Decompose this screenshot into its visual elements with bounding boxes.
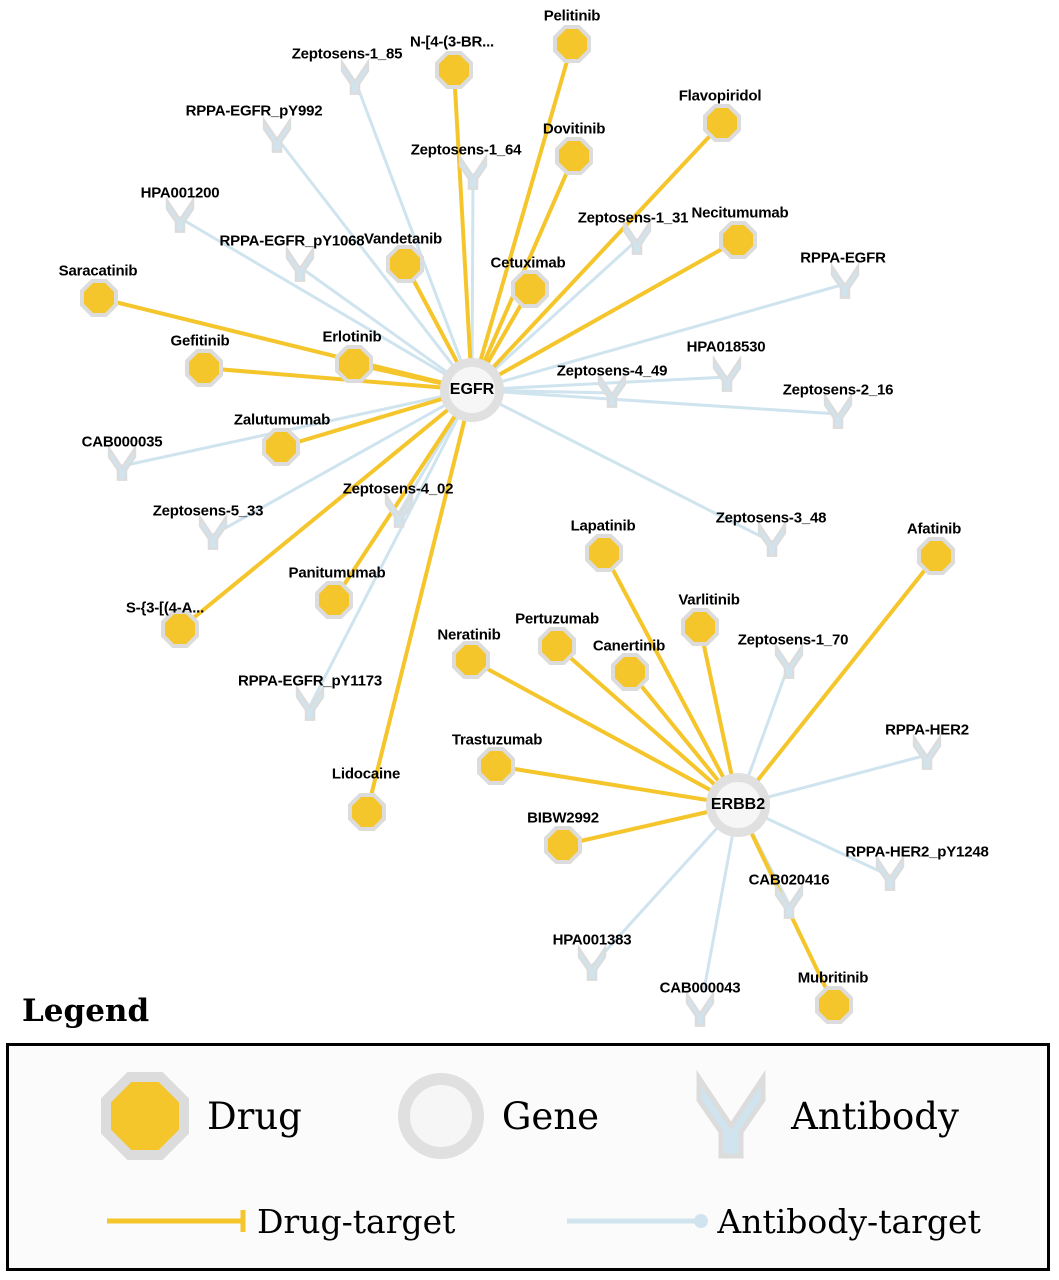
legend-gene xyxy=(398,1073,599,1159)
antibody-icon xyxy=(293,685,327,723)
antibody-label: RPPA-EGFR xyxy=(800,249,886,267)
drug-label: Pelitinib xyxy=(543,7,601,25)
legend-drug-target xyxy=(105,1202,455,1241)
antibody-node[interactable] xyxy=(828,263,862,306)
antibody-label: Zeptosens-5_33 xyxy=(152,502,264,520)
drug-node[interactable] xyxy=(538,627,576,665)
antibody-label: RPPA-HER2 xyxy=(885,721,969,739)
drug-label: Lidocaine xyxy=(331,765,401,783)
drug-label: Trastuzumab xyxy=(451,731,543,749)
antibody-label: HPA018530 xyxy=(686,338,766,356)
drug-icon xyxy=(452,641,490,679)
graph-edge xyxy=(454,70,472,390)
drug-label: Mubritinib xyxy=(797,969,869,987)
drug-label: Panitumumab xyxy=(288,564,386,582)
graph-edge xyxy=(310,390,472,706)
antibody-label: Zeptosens-2_16 xyxy=(782,381,894,399)
drug-node[interactable] xyxy=(917,537,955,575)
graph-edge xyxy=(738,556,936,805)
drug-node[interactable] xyxy=(348,793,386,831)
drug-label: S-{3-[(4-A... xyxy=(125,599,205,617)
drug-label: Gefitinib xyxy=(170,332,230,350)
legend-gene-label: Gene xyxy=(501,1094,600,1138)
drug-icon xyxy=(315,581,353,619)
antibody-node[interactable] xyxy=(821,393,855,436)
antibody-label: Zeptosens-1_85 xyxy=(291,45,403,63)
drug-label: Afatinib xyxy=(906,520,962,538)
drug-label: Cetuximab xyxy=(490,254,566,272)
antibody-label: Zeptosens-3_48 xyxy=(715,509,827,527)
drug-node[interactable] xyxy=(335,345,373,383)
drug-node[interactable] xyxy=(435,51,473,89)
legend-title: Legend xyxy=(22,993,150,1029)
antibody-node[interactable] xyxy=(873,855,907,898)
drug-node[interactable] xyxy=(585,534,623,572)
drug-icon xyxy=(80,279,118,317)
drug-icon xyxy=(553,25,591,63)
drug-label: Neratinib xyxy=(437,626,501,644)
antibody-icon xyxy=(828,263,862,301)
drug-icon xyxy=(555,137,593,175)
antibody-node[interactable] xyxy=(382,492,416,535)
antibody-node[interactable] xyxy=(283,246,317,289)
antibody-label: HPA001383 xyxy=(552,931,632,949)
antibody-icon xyxy=(710,356,744,394)
drug-icon xyxy=(681,608,719,646)
drug-node[interactable] xyxy=(703,104,741,142)
antibody-node[interactable] xyxy=(910,734,944,777)
drug-node[interactable] xyxy=(815,986,853,1024)
drug-icon xyxy=(348,793,386,831)
drug-node[interactable] xyxy=(185,349,223,387)
gene-label: EGFR xyxy=(449,381,495,398)
drug-icon xyxy=(477,747,515,785)
drug-node[interactable] xyxy=(611,653,649,691)
antibody-node[interactable] xyxy=(338,59,372,102)
antibody-node[interactable] xyxy=(260,117,294,160)
legend-antibody-label: Antibody xyxy=(791,1094,959,1138)
antibody-node[interactable] xyxy=(196,514,230,557)
antibody-node[interactable] xyxy=(710,356,744,399)
antibody-label: RPPA-EGFR_pY992 xyxy=(185,102,323,120)
drug-node[interactable] xyxy=(477,747,515,785)
gene-icon xyxy=(398,1073,484,1159)
antibody-label: Zeptosens-1_64 xyxy=(410,141,522,159)
drug-icon xyxy=(101,1072,189,1160)
antibody-node[interactable] xyxy=(772,883,806,926)
antibody-label: RPPA-EGFR_pY1068 xyxy=(219,232,365,250)
drug-node[interactable] xyxy=(452,641,490,679)
drug-label: Lapatinib xyxy=(570,517,636,535)
antibody-icon xyxy=(163,197,197,235)
legend-box xyxy=(6,1043,1050,1271)
antibody-icon xyxy=(283,246,317,284)
graph-edge xyxy=(367,390,472,812)
antibody-icon xyxy=(689,1070,773,1162)
drug-icon xyxy=(611,653,649,691)
drug-icon xyxy=(511,270,549,308)
drug-label: Pertuzumab xyxy=(515,610,599,628)
drug-target-edge-icon xyxy=(105,1207,251,1235)
antibody-label: Zeptosens-4_02 xyxy=(342,480,454,498)
drug-label: Vandetanib xyxy=(363,230,443,248)
antibody-node[interactable] xyxy=(456,154,490,197)
antibody-node[interactable] xyxy=(772,643,806,686)
drug-icon xyxy=(435,51,473,89)
antibody-icon xyxy=(575,945,609,983)
antibody-label: CAB000043 xyxy=(659,979,741,997)
antibody-node[interactable] xyxy=(683,991,717,1034)
antibody-target-edge-icon xyxy=(565,1207,711,1235)
antibody-icon xyxy=(910,734,944,772)
legend-antibody xyxy=(689,1070,959,1162)
drug-node[interactable] xyxy=(511,270,549,308)
drug-label: Necitumumab xyxy=(691,204,789,222)
legend-antibody-target xyxy=(565,1202,980,1241)
drug-icon xyxy=(335,345,373,383)
drug-icon xyxy=(917,537,955,575)
antibody-label: HPA001200 xyxy=(140,184,220,202)
drug-icon xyxy=(386,245,424,283)
drug-label: Canertinib xyxy=(592,637,666,655)
legend-drug-target-label: Drug-target xyxy=(257,1201,456,1241)
antibody-icon xyxy=(338,59,372,97)
legend-antibody-target-label: Antibody-target xyxy=(717,1201,981,1241)
drug-node[interactable] xyxy=(262,428,300,466)
drug-icon xyxy=(703,104,741,142)
drug-node[interactable] xyxy=(681,608,719,646)
drug-label: Varlitinib xyxy=(678,591,740,609)
antibody-label: Zeptosens-1_70 xyxy=(737,631,849,649)
antibody-label: RPPA-HER2_pY1248 xyxy=(845,843,989,861)
drug-node[interactable] xyxy=(315,581,353,619)
drug-node[interactable] xyxy=(553,25,591,63)
drug-icon xyxy=(815,986,853,1024)
drug-node[interactable] xyxy=(544,826,582,864)
antibody-node[interactable] xyxy=(105,445,139,488)
drug-icon xyxy=(719,221,757,259)
antibody-node[interactable] xyxy=(293,685,327,728)
drug-label: BIBW2992 xyxy=(527,809,599,827)
antibody-label: Zeptosens-1_31 xyxy=(577,209,689,227)
drug-node[interactable] xyxy=(719,221,757,259)
antibody-label: RPPA-EGFR_pY1173 xyxy=(237,672,383,690)
drug-node[interactable] xyxy=(80,279,118,317)
drug-icon xyxy=(538,627,576,665)
drug-icon xyxy=(585,534,623,572)
drug-label: Saracatinib xyxy=(58,262,138,280)
drug-label: Dovitinib xyxy=(542,120,606,138)
antibody-icon xyxy=(260,117,294,155)
drug-label: Flavopiridol xyxy=(678,87,762,105)
drug-node[interactable] xyxy=(386,245,424,283)
antibody-label: CAB020416 xyxy=(748,871,830,889)
drug-icon xyxy=(544,826,582,864)
drug-label: N-[4-(3-BR... xyxy=(409,33,495,51)
antibody-icon xyxy=(456,154,490,192)
antibody-node[interactable] xyxy=(575,945,609,988)
gene-label: ERBB2 xyxy=(710,796,766,813)
drug-icon xyxy=(185,349,223,387)
drug-node[interactable] xyxy=(555,137,593,175)
drug-label: Zalutumumab xyxy=(233,411,331,429)
legend-drug-label: Drug xyxy=(207,1094,302,1138)
antibody-label: CAB000035 xyxy=(81,433,163,451)
drug-icon xyxy=(262,428,300,466)
antibody-node[interactable] xyxy=(163,197,197,240)
antibody-node[interactable] xyxy=(755,521,789,564)
legend-drug xyxy=(101,1072,302,1160)
drug-label: Erlotinib xyxy=(322,328,382,346)
antibody-label: Zeptosens-4_49 xyxy=(556,362,668,380)
